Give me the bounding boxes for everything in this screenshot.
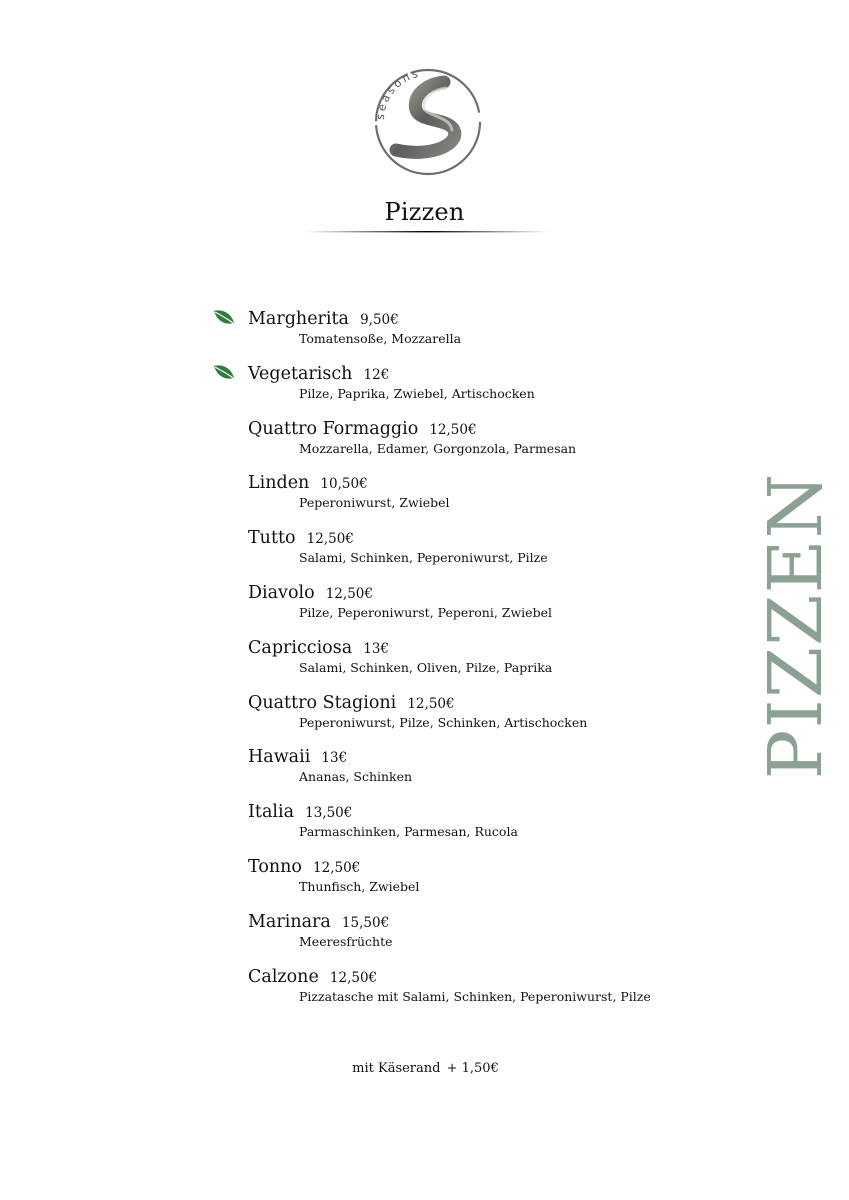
title-divider [305, 231, 549, 233]
menu-item [200, 527, 720, 582]
pizza-name: Tonno [248, 856, 302, 877]
pizza-price: 12,50€ [313, 859, 361, 876]
vegetarian-leaf-icon [212, 308, 236, 328]
menu-item [200, 966, 720, 1021]
pizza-name: Linden [248, 473, 310, 494]
pizza-price: 12,50€ [306, 531, 354, 548]
menu-item [200, 308, 720, 363]
cheese-crust-label: mit Käserand [352, 1061, 441, 1076]
pizza-price: 13,50€ [305, 805, 353, 822]
pizza-name: Diavolo [248, 582, 315, 603]
pizza-ingredients: Peperoniwurst, Zwiebel [299, 495, 450, 511]
pizza-ingredients: Salami, Schinken, Oliven, Pilze, Paprika [299, 659, 553, 675]
pizza-price: 13€ [363, 640, 390, 657]
cheese-crust-note [0, 1061, 849, 1076]
pizza-price: 9,50€ [360, 312, 399, 328]
menu-item [200, 746, 720, 801]
menu-item [200, 363, 720, 418]
pizza-name: Capricciosa [248, 637, 353, 658]
pizza-price: 10,50€ [320, 476, 368, 493]
pizza-ingredients: Parmaschinken, Parmesan, Rucola [299, 824, 518, 840]
pizza-name: Tutto [248, 528, 296, 549]
vegetarian-leaf-icon [212, 363, 236, 383]
menu-item [200, 472, 720, 527]
pizza-price: 13€ [321, 750, 348, 767]
pizza-ingredients: Peperoniwurst, Pilze, Schinken, Artischocken [299, 714, 588, 730]
pizza-name: Vegetarisch [248, 363, 353, 384]
menu-item [200, 692, 720, 747]
side-title: PIZZEN [753, 472, 839, 780]
pizza-price: 15,50€ [341, 914, 390, 931]
menu-item [200, 582, 720, 637]
menu-item [200, 637, 720, 692]
pizza-name: Quattro Formaggio [248, 418, 419, 439]
menu-item [200, 911, 720, 966]
pizza-ingredients: Ananas, Schinken [299, 769, 413, 785]
pizza-ingredients: Salami, Schinken, Peperoniwurst, Pilze [299, 550, 548, 566]
pizza-name: Calzone [248, 966, 319, 987]
pizza-price: 12,50€ [407, 695, 455, 712]
brush-stroke-s-logo-icon [366, 58, 488, 180]
pizza-ingredients: Pizzatasche mit Salami, Schinken, Peperoniwurst, Pilze [299, 988, 651, 1004]
pizza-price: 12,50€ [429, 421, 477, 438]
pizza-name: Margherita [248, 309, 349, 329]
pizza-ingredients: Meeresfrüchte [299, 933, 393, 949]
pizza-ingredients: Tomatensoße, Mozzarella [299, 331, 462, 346]
pizza-name: Italia [248, 802, 295, 823]
seasons-logo [366, 58, 488, 180]
pizza-ingredients: Pilze, Peperoniwurst, Peperoni, Zwiebel [299, 604, 552, 620]
menu-item [200, 856, 720, 911]
pizza-price: 12,50€ [325, 585, 373, 602]
pizza-ingredients: Pilze, Paprika, Zwiebel, Artischocken [299, 385, 535, 401]
pizza-name: Hawaii [248, 747, 311, 768]
pizza-price: 12,50€ [329, 969, 378, 986]
menu-item [200, 801, 720, 856]
pizza-name: Quattro Stagioni [248, 692, 397, 713]
logo-text: seasons [373, 66, 422, 121]
pizza-name: Marinara [248, 911, 331, 932]
pizza-price: 12€ [363, 366, 390, 383]
pizza-menu-list [200, 308, 720, 1020]
menu-item [200, 418, 720, 473]
pizza-ingredients: Mozzarella, Edamer, Gorgonzola, Parmesan [299, 440, 577, 456]
pizza-ingredients: Thunfisch, Zwiebel [299, 878, 420, 894]
cheese-crust-price: + 1,50€ [446, 1061, 499, 1076]
page-title: Pizzen [384, 198, 465, 226]
